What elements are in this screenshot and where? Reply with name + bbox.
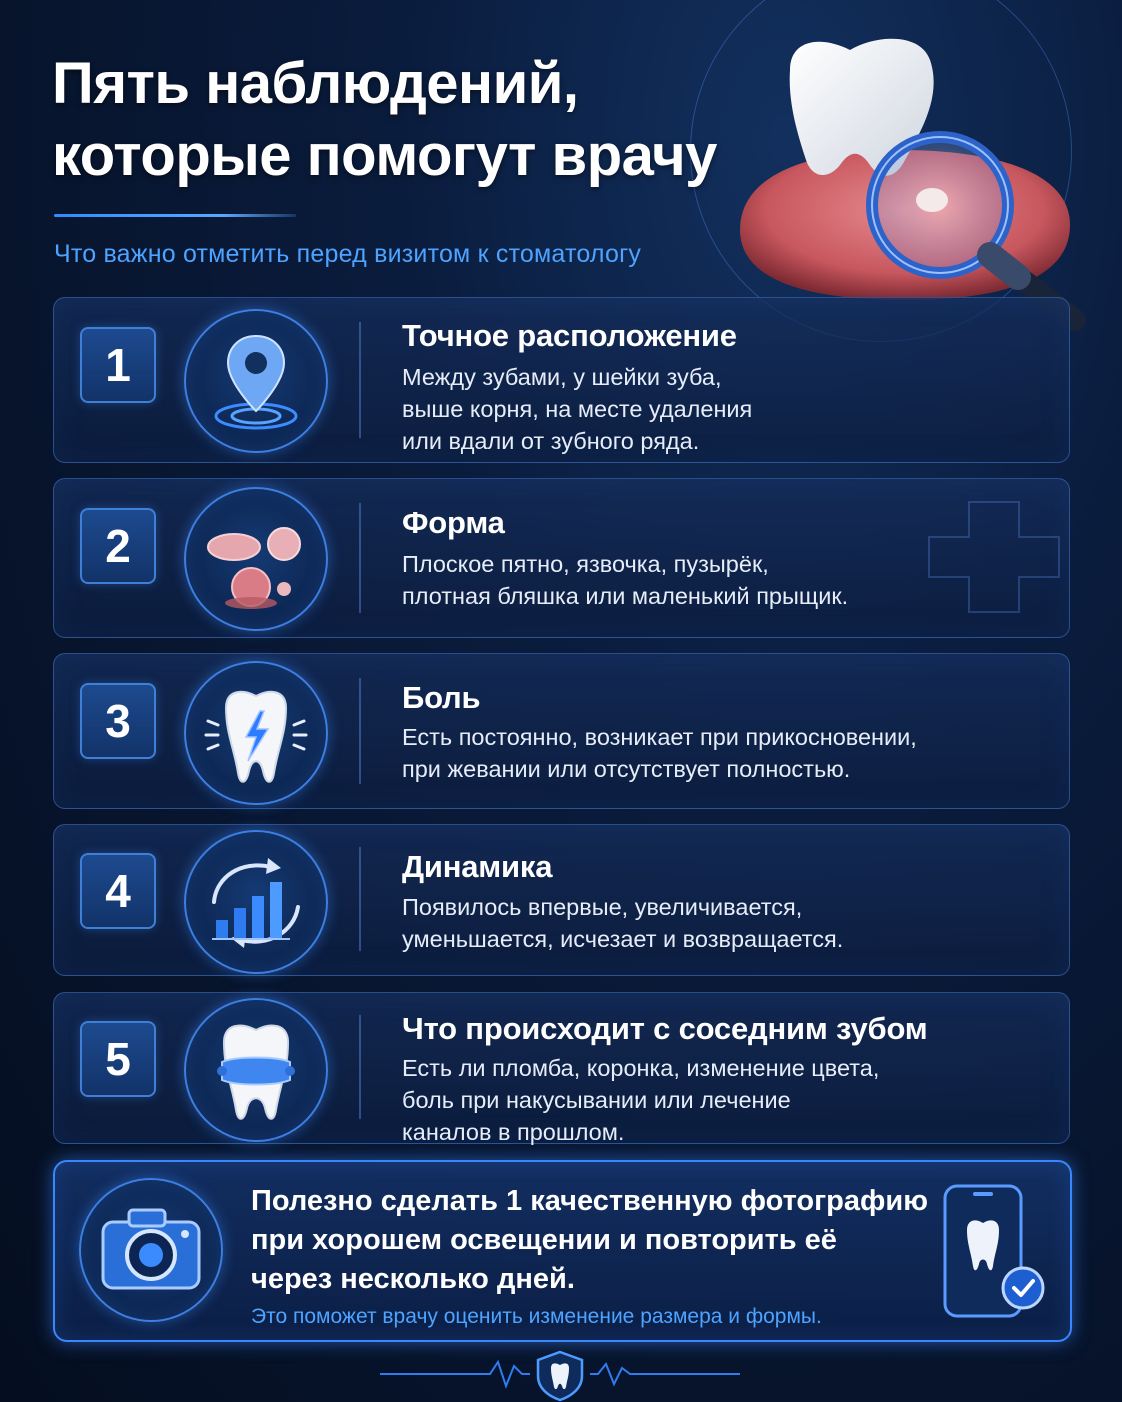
card-text-1-line-1: Между зубами, у шейки зуба,	[402, 364, 722, 390]
observation-card-1	[53, 297, 1070, 463]
page-subtitle: Что важно отметить перед визитом к стоматологу	[54, 240, 642, 268]
tip-main-line-1: Полезно сделать 1 качественную фотографию	[251, 1185, 928, 1217]
card-title-4: Динамика	[402, 849, 553, 884]
card-text-5	[402, 1052, 879, 1148]
phone-tooth-check-icon	[935, 1182, 1055, 1322]
lesion-shapes-icon	[184, 487, 328, 631]
card-number-5: 5	[80, 1021, 156, 1097]
card-text-1-line-2: выше корня, на месте удаления	[402, 396, 753, 422]
card-text-5-line-2: боль при накусывании или лечение	[402, 1087, 791, 1113]
card-title-3: Боль	[402, 680, 481, 715]
card-text-5-line-1: Есть ли пломба, коронка, изменение цвета,	[402, 1055, 880, 1081]
card-text-4-line-1: Появилось впервые, увеличивается,	[402, 894, 803, 920]
location-pin-icon	[184, 309, 328, 453]
card-text-5-line-3: каналов в прошлом.	[402, 1119, 625, 1145]
card-text-4-line-2: уменьшается, исчезает и возвращается.	[402, 926, 844, 952]
card-text-3-line-2: при жевании или отсутствует полностью.	[402, 756, 851, 782]
card-text-2-line-2: плотная бляшка или маленький прыщик.	[402, 583, 849, 609]
medical-cross-decoration	[924, 497, 1064, 617]
card-title-2: Форма	[402, 505, 505, 540]
card-divider	[359, 322, 361, 438]
card-title-1: Точное расположение	[402, 318, 737, 353]
observation-card-2	[53, 478, 1070, 638]
tooth-pain-icon	[184, 661, 328, 805]
tip-note: Это поможет врачу оценить изменение размера и формы.	[251, 1305, 822, 1328]
camera-icon	[79, 1178, 223, 1322]
dynamics-chart-icon	[184, 830, 328, 974]
card-number-1: 1	[80, 327, 156, 403]
card-number-2: 2	[80, 508, 156, 584]
card-title-5: Что происходит с соседним зубом	[402, 1011, 928, 1046]
card-text-1	[402, 361, 752, 457]
observation-card-4	[53, 824, 1070, 976]
card-text-4	[402, 891, 843, 955]
title-underline	[54, 214, 296, 217]
card-text-1-line-3: или вдали от зубного ряда.	[402, 428, 700, 454]
observation-card-3	[53, 653, 1070, 809]
tooth-filling-icon	[184, 998, 328, 1142]
observation-card-5	[53, 992, 1070, 1144]
page-title	[52, 48, 792, 192]
card-text-2-line-1: Плоское пятно, язвочка, пузырёк,	[402, 551, 769, 577]
title-line-2: которые помогут врачу	[52, 123, 717, 188]
card-divider	[359, 678, 361, 784]
card-number-4: 4	[80, 853, 156, 929]
card-divider	[359, 847, 361, 951]
card-divider	[359, 1015, 361, 1119]
footer-shield-icon	[380, 1346, 740, 1402]
card-text-2	[402, 548, 848, 612]
title-line-1: Пять наблюдений,	[52, 51, 579, 116]
card-divider	[359, 503, 361, 613]
tip-main-text	[251, 1182, 951, 1299]
card-text-3	[402, 721, 917, 785]
tip-main-line-2: при хорошем освещении и повторить её	[251, 1224, 837, 1256]
tip-main-line-3: через несколько дней.	[251, 1263, 575, 1295]
card-number-3: 3	[80, 683, 156, 759]
photo-tip-box	[53, 1160, 1072, 1342]
card-text-3-line-1: Есть постоянно, возникает при прикосновении,	[402, 724, 917, 750]
